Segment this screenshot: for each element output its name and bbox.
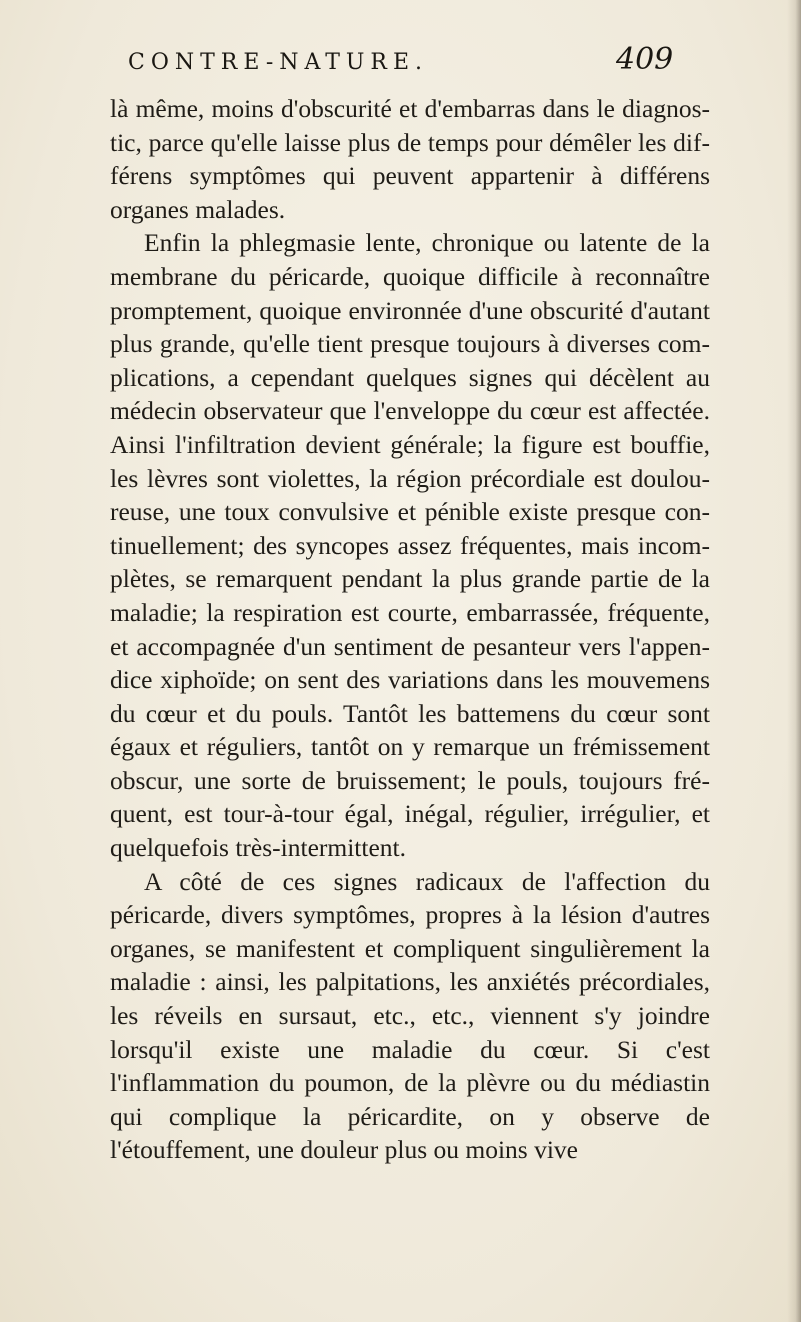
running-title: CONTRE-NATURE. <box>128 50 429 75</box>
body-text <box>110 92 710 1167</box>
paragraph-continuation: là même, moins d'obscurité et d'embarras dans le diagnostic, parce qu'elle laisse plus de temps pour démêler les différens symptômes qui peuvent appartenir à différens organes malades. <box>110 94 710 224</box>
paragraph-phlegmasie: Enfin la phlegmasie lente, chronique ou latente de la membrane du péricarde, quoique difficile à reconnaître promptement, quoique environnée d'une obscurité d'autant plus grande, qu'elle tient presque toujours à diverses complications, a cependant quelques signes qui décèlent au médecin observateur que l'enveloppe du cœur est affectée. Ainsi l'infiltration devient générale; la figure est bouffie, les lèvres sont violettes, la région précordiale est douloureuse, une toux convulsive et pénible existe presque continuellement; des syncopes assez fréquentes, mais incomplètes, se remarquent pendant la plus grande partie de la maladie; la respiration est courte, embarrassée, fréquente, et accompagnée d'un sentiment de pesanteur vers l'appendice xiphoïde; on sent des variations dans les mouvemens du cœur et du pouls. Tantôt les battemens du cœur sont égaux et réguliers, tantôt on y remarque un frémissement obscur, une sorte de bruissement; le pouls, toujours fréquent, est tour-à-tour égal, inégal, régulier, irrégulier, et quelquefois très-intermittent. <box>110 228 710 863</box>
running-head <box>128 44 688 84</box>
page-edge-shadow <box>787 0 801 1322</box>
paragraph-complications: A côté de ces signes radicaux de l'affection du péricarde, divers symptômes, propres à la lésion d'autres organes, se manifestent et compliquent singulièrement la maladie : ainsi, les palpitations, les anxiétés précordiales, les réveils en sursaut, etc., etc., viennent s'y joindre lorsqu'il existe une maladie du cœur. Si c'est l'inflammation du poumon, de la plèvre ou du médiastin qui complique la péricardite, on y observe de l'étouffement, une douleur plus ou moins vive <box>110 866 710 1165</box>
page-number: 409 <box>616 42 674 77</box>
